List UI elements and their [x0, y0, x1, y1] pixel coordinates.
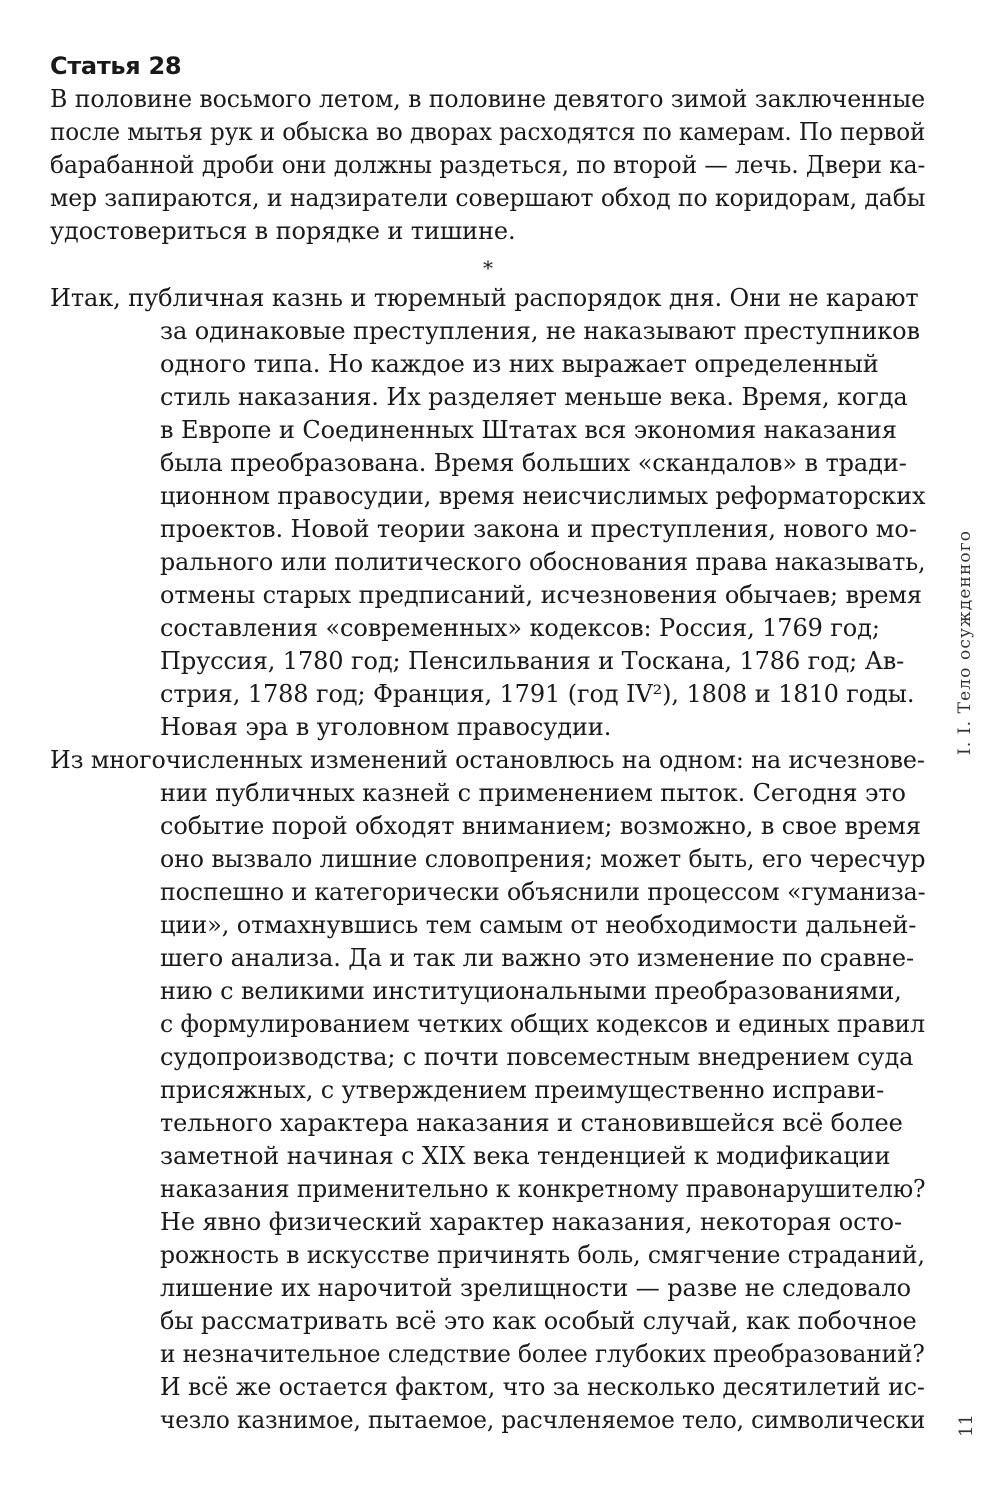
- paragraph-line: отмены старых предписаний, исчезновения обычаев; время: [160, 581, 922, 609]
- paragraph-line: была преобразована. Время больших «скандалов» в тради-: [160, 449, 907, 477]
- paragraph-line: лишение их нарочитой зрелищности — разве не следовало: [160, 1274, 911, 1302]
- article-heading: Статья 28: [50, 52, 182, 80]
- article-line: барабанной дроби они должны раздеться, по второй — лечь. Двери ка-: [50, 151, 926, 179]
- paragraph-line: стиль наказания. Их разделяет меньше века. Время, когда: [160, 383, 908, 411]
- paragraph-line: тельного характера наказания и становившейся всё более: [160, 1109, 903, 1137]
- paragraph-line: ции», отмахнувшись тем самым от необходимости дальней-: [160, 911, 917, 939]
- article-line: мер запираются, и надзиратели совершают обход по коридорам, дабы: [50, 184, 926, 212]
- running-head: I. I. Тело осужденного: [955, 529, 975, 755]
- paragraph-line: нию с великими институциональными преобразованиями,: [160, 977, 902, 1005]
- paragraph-line: чезло казнимое, пытаемое, расчленяемое тело, символически: [160, 1406, 926, 1434]
- article-line: В половине восьмого летом, в половине девятого зимой заключенные: [50, 85, 926, 113]
- paragraph-line: составления «современных» кодексов: Россия, 1769 год;: [160, 614, 880, 642]
- paragraph-line: Не явно физический характер наказания, некоторая осто-: [160, 1208, 903, 1236]
- article-line: после мытья рук и обыска во дворах расходятся по камерам. По первой: [50, 118, 926, 146]
- paragraph-line: Из многочисленных изменений остановлюсь на одном: на исчезнове-: [50, 746, 925, 774]
- paragraph-line: рального или политического обоснования права наказывать,: [160, 548, 926, 576]
- paragraph-line: заметной начиная с XIX века тенденцией к модификации: [160, 1142, 891, 1170]
- paragraph-line: событие порой обходят вниманием; возможно, в свое время: [160, 812, 921, 840]
- paragraph-line: И всё же остается фактом, что за несколько десятилетий ис-: [160, 1373, 925, 1401]
- paragraph-line: одного типа. Но каждое из них выражает определенный: [160, 350, 879, 378]
- paragraph-line: судопроизводства; с почти повсеместным внедрением суда: [160, 1043, 914, 1071]
- paragraph-line: ционном правосудии, время неисчислимых реформаторских: [160, 482, 926, 510]
- section-separator: *: [483, 256, 493, 280]
- paragraph-line: поспешно и категорически объяснили процессом «гуманиза-: [160, 878, 926, 906]
- paragraph-line: бы рассматривать всё это как особый случай, как побочное: [160, 1307, 917, 1335]
- page-number: 11: [956, 1414, 977, 1437]
- paragraph-line: нии публичных казней с применением пыток. Сегодня это: [160, 779, 906, 807]
- paragraph-line: и незначительное следствие более глубоких преобразований?: [160, 1340, 925, 1368]
- paragraph-line: проектов. Новой теории закона и преступления, нового мо-: [160, 515, 917, 543]
- paragraph-line: стрия, 1788 год; Франция, 1791 (год IV²), 1808 и 1810 годы.: [160, 680, 915, 708]
- paragraph-line: с формулированием четких общих кодексов и единых правил: [160, 1010, 925, 1038]
- paragraph-line: Новая эра в уголовном правосудии.: [160, 713, 612, 741]
- paragraph-line: рожность в искусстве причинять боль, смягчение страданий,: [160, 1241, 925, 1269]
- paragraph-line: в Европе и Соединенных Штатах вся экономия наказания: [160, 416, 897, 444]
- article-line: удостовериться в порядке и тишине.: [50, 217, 516, 245]
- paragraph-line: Пруссия, 1780 год; Пенсильвания и Тоскана, 1786 год; Ав-: [160, 647, 905, 675]
- paragraph-line: за одинаковые преступления, не наказывают преступников: [160, 317, 920, 345]
- paragraph-line: шего анализа. Да и так ли важно это изменение по сравне-: [160, 944, 914, 972]
- paragraph-line: присяжных, с утверждением преимущественно исправи-: [160, 1076, 885, 1104]
- paragraph-line: наказания применительно к конкретному правонарушителю?: [160, 1175, 926, 1203]
- paragraph-line: Итак, публичная казнь и тюремный распорядок дня. Они не карают: [50, 284, 919, 312]
- paragraph-line: оно вызвало лишние словопрения; может быть, его чересчур: [160, 845, 926, 873]
